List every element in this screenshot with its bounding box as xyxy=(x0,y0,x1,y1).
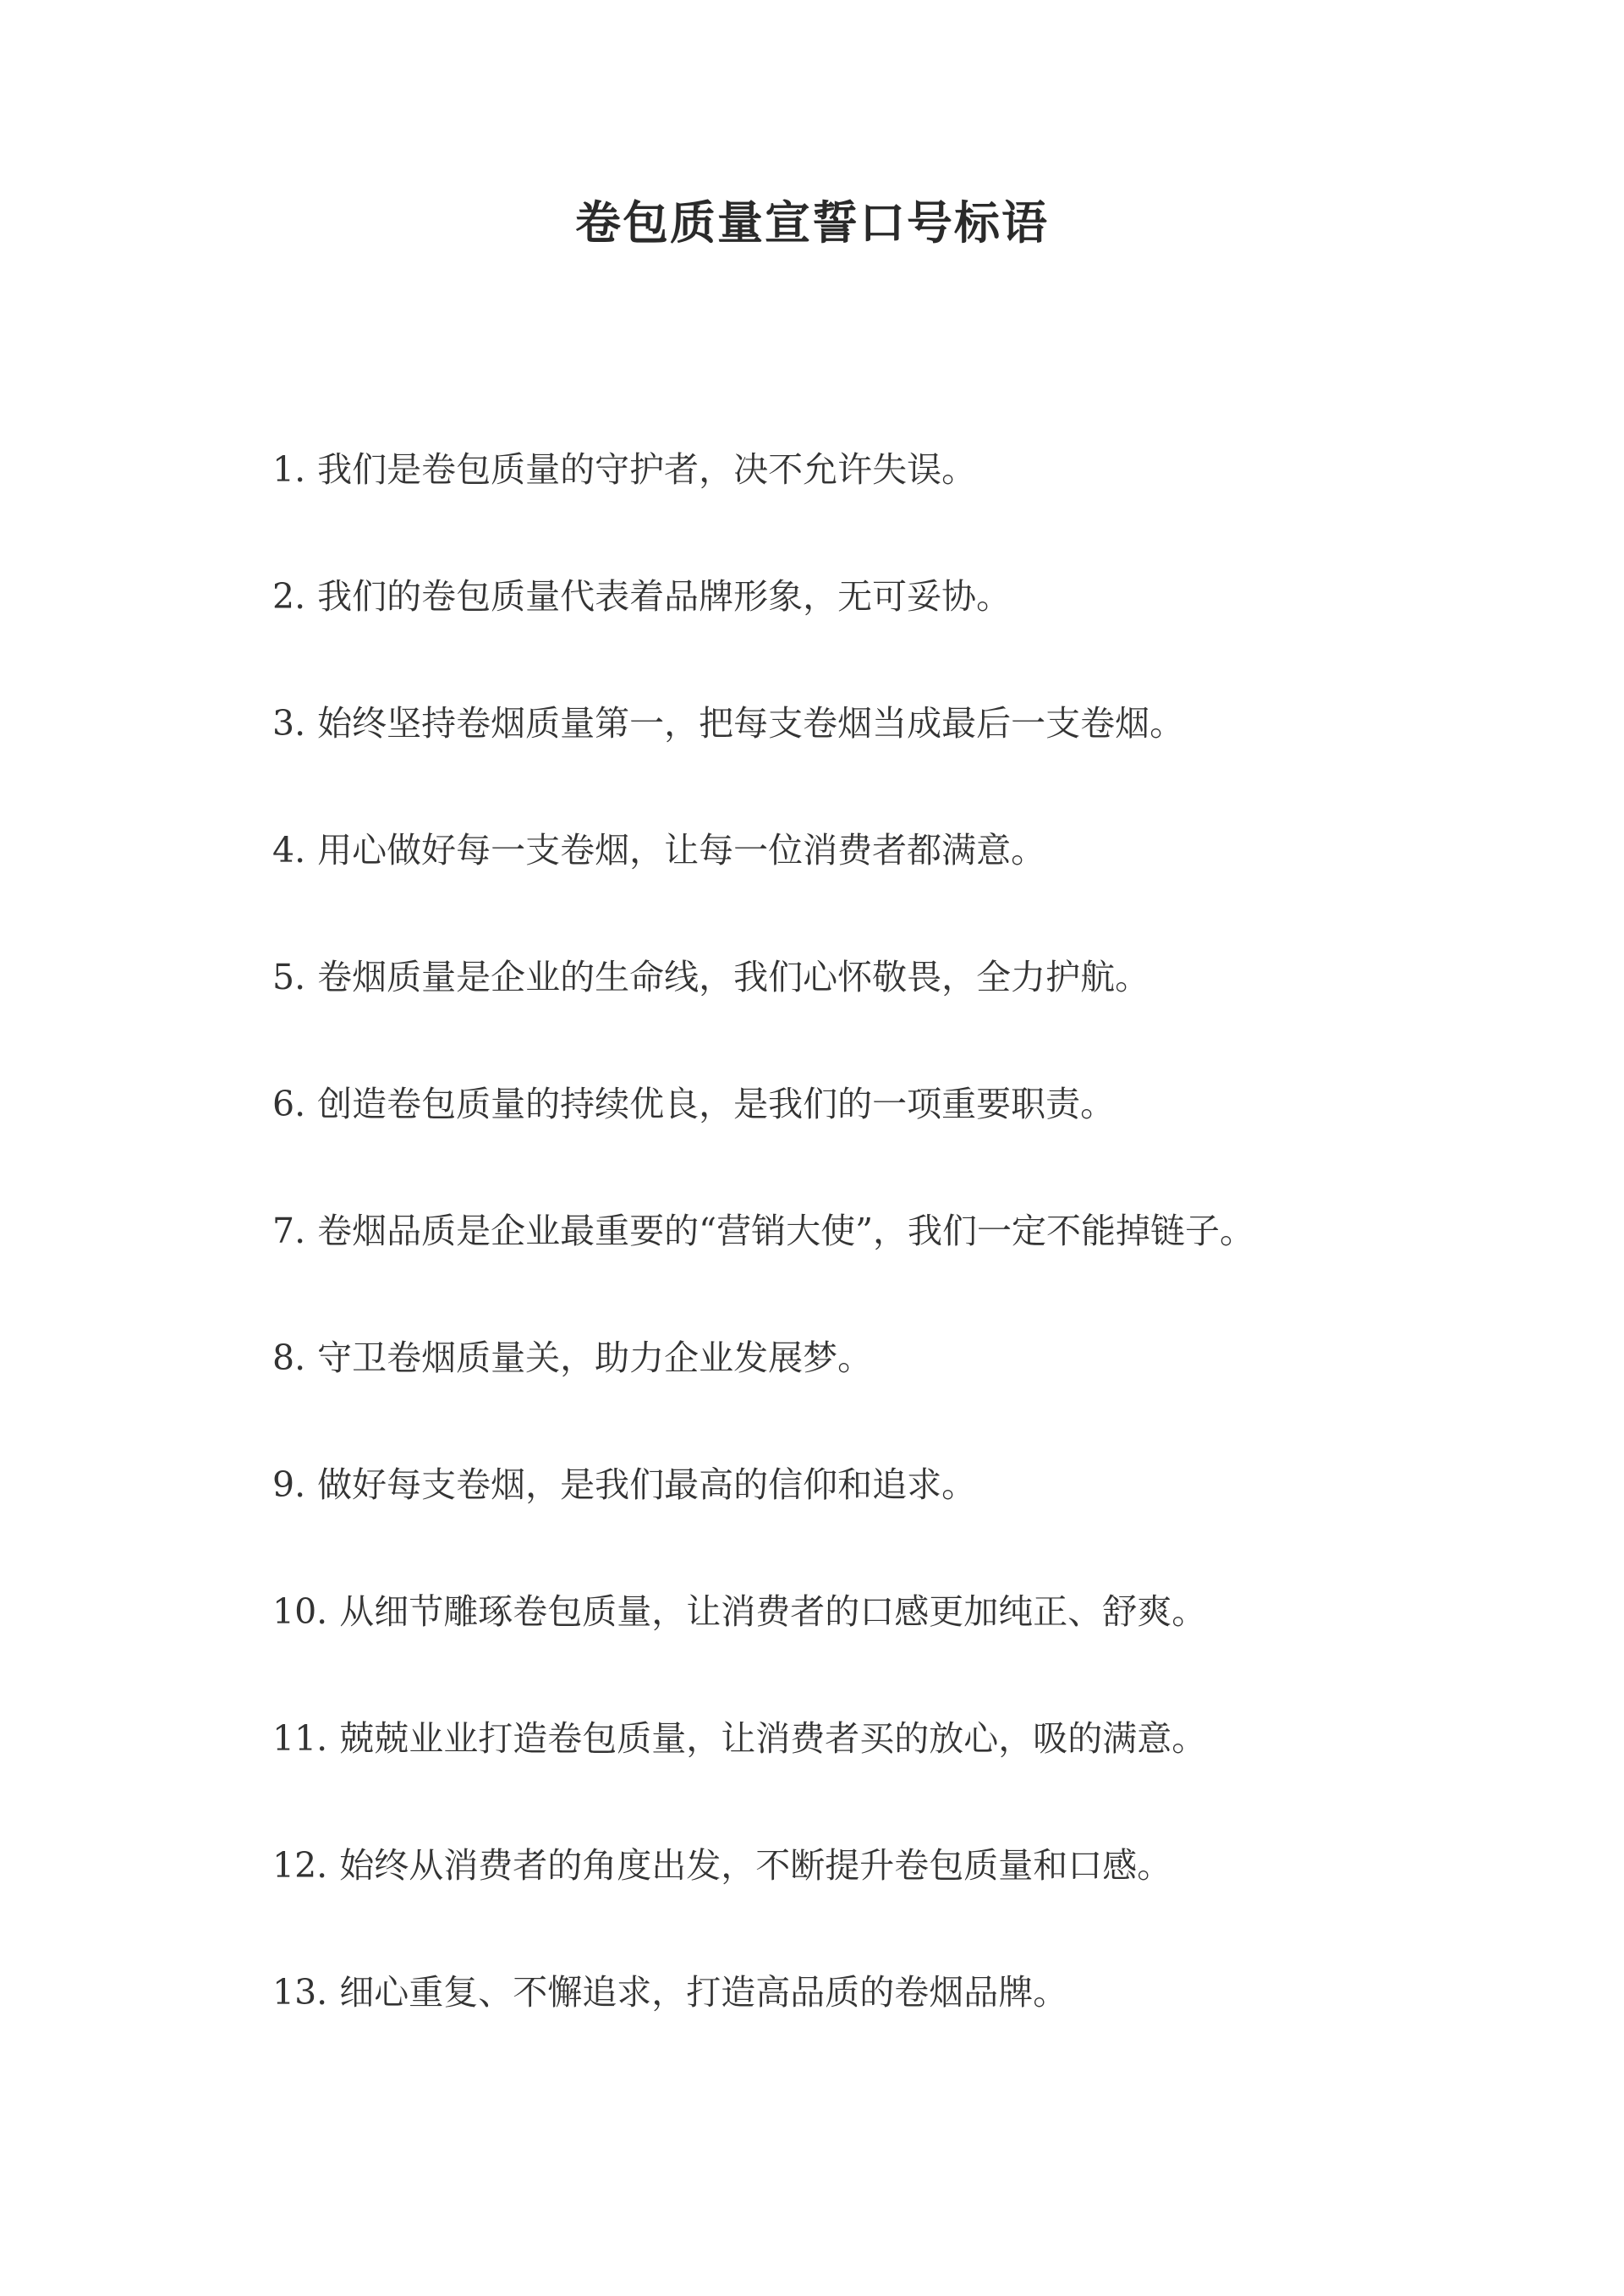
list-item xyxy=(272,1582,1541,1709)
item-number: 6. xyxy=(272,1084,306,1124)
item-number: 10. xyxy=(272,1591,328,1632)
list-item xyxy=(272,821,1541,948)
item-text: 细心重复、不懈追求，打造高品质的卷烟品牌。 xyxy=(339,1972,1068,2013)
item-text: 卷烟品质是企业最重要的“营销大使”，我们一定不能掉链子。 xyxy=(317,1211,1255,1251)
item-number: 5. xyxy=(272,957,306,997)
item-number: 9. xyxy=(272,1464,306,1505)
list-item xyxy=(272,948,1541,1074)
item-text: 我们是卷包质量的守护者，决不允许失误。 xyxy=(317,449,977,490)
list-item xyxy=(272,1201,1541,1328)
item-text: 始终坚持卷烟质量第一，把每支卷烟当成最后一支卷烟。 xyxy=(317,703,1185,744)
item-text: 始终从消费者的角度出发，不断提升卷包质量和口感。 xyxy=(339,1845,1172,1886)
page-title: 卷包质量宣誓口号标语 xyxy=(575,195,1049,250)
item-number: 11. xyxy=(272,1718,328,1759)
item-number: 8. xyxy=(272,1338,306,1378)
list-item xyxy=(272,1074,1541,1201)
list-item xyxy=(272,1963,1541,2090)
item-number: 12. xyxy=(272,1845,328,1886)
item-number: 3. xyxy=(272,703,306,744)
slogan-list xyxy=(272,440,1541,2090)
item-number: 13. xyxy=(272,1972,328,2013)
item-text: 做好每支卷烟，是我们最高的信仰和追求。 xyxy=(317,1464,977,1505)
item-text: 兢兢业业打造卷包质量，让消费者买的放心，吸的满意。 xyxy=(339,1718,1207,1759)
item-text: 创造卷包质量的持续优良，是我们的一项重要职责。 xyxy=(317,1084,1116,1124)
item-text: 从细节雕琢卷包质量，让消费者的口感更加纯正、舒爽。 xyxy=(339,1591,1207,1632)
item-number: 7. xyxy=(272,1211,306,1251)
item-number: 2. xyxy=(272,576,306,617)
item-text: 我们的卷包质量代表着品牌形象，无可妥协。 xyxy=(317,576,1012,617)
item-text: 守卫卷烟质量关，助力企业发展梦。 xyxy=(317,1338,873,1378)
list-item xyxy=(272,1709,1541,1836)
item-text: 用心做好每一支卷烟，让每一位消费者都满意。 xyxy=(317,830,1046,871)
list-item xyxy=(272,440,1541,567)
list-item xyxy=(272,694,1541,821)
list-item xyxy=(272,1455,1541,1582)
list-item xyxy=(272,1836,1541,1963)
item-number: 4. xyxy=(272,830,306,871)
item-number: 1. xyxy=(272,449,306,490)
list-item xyxy=(272,567,1541,694)
list-item xyxy=(272,1328,1541,1455)
item-text: 卷烟质量是企业的生命线，我们心怀敬畏，全力护航。 xyxy=(317,957,1150,997)
